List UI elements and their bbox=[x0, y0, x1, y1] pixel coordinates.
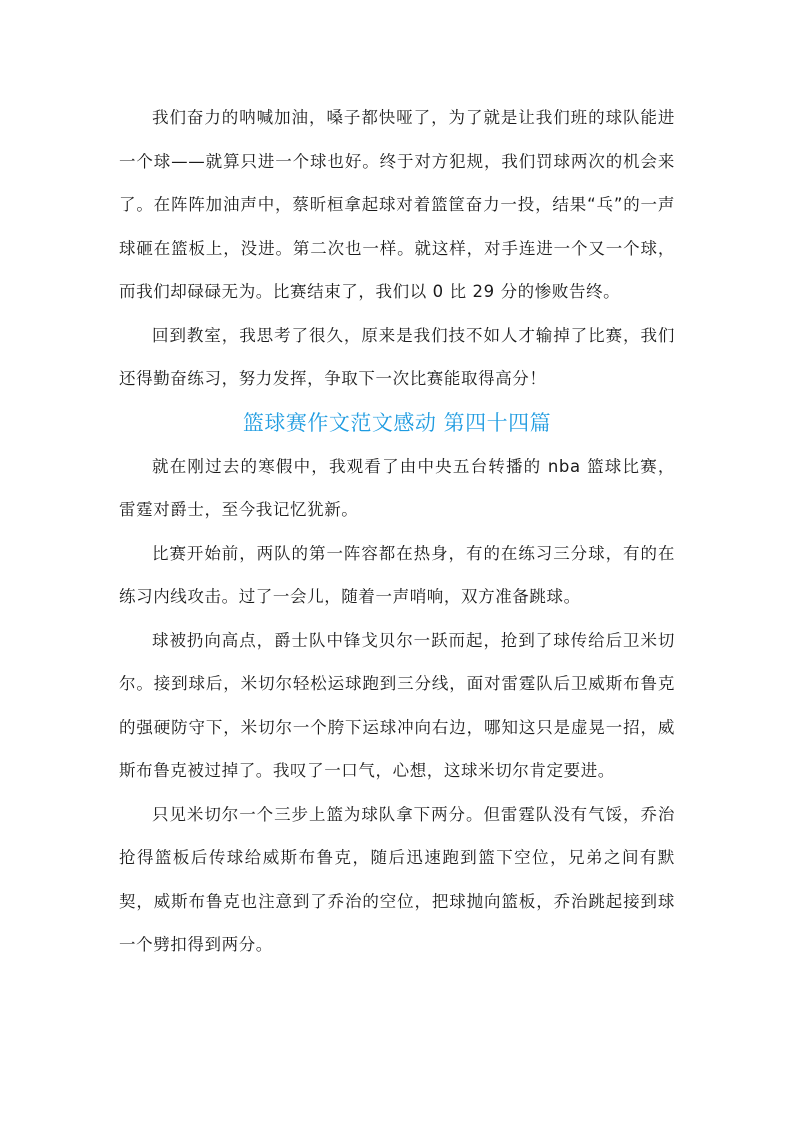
paragraph-intro: 就在刚过去的寒假中，我观看了由中央五台转播的 nba 篮球比赛，雷霆对爵士，至今我记忆犹新。 bbox=[119, 456, 675, 519]
paragraph-tipoff: 球被扔向高点，爵士队中锋戈贝尔一跃而起，抢到了球传给后卫米切尔。接到球后，米切尔轻松运球跑到三分线，面对雷霆队后卫威斯布鲁克的强硬防守下，米切尔一个胯下运球冲向右边，哪知这只是虚晃一招，威斯布鲁克被过掉了。我叹了一口气，心想，这球米切尔肯定要进。 bbox=[119, 630, 675, 780]
paragraph-warmup: 比赛开始前，两队的第一阵容都在热身，有的在练习三分球，有的在练习内线攻击。过了一会儿，随着一声哨响，双方准备跳球。 bbox=[119, 543, 675, 606]
section-heading: 篮球赛作文范文感动 第四十四篇 bbox=[242, 410, 552, 435]
paragraph-reflection: 回到教室，我思考了很久，原来是我们技不如人才输掉了比赛，我们还得勤奋练习，努力发挥，争取下一次比赛能取得高分！ bbox=[119, 325, 675, 388]
paragraph-cheering: 我们奋力的呐喊加油，嗓子都快哑了，为了就是让我们班的球队能进一个球——就算只进一个球也好。终于对方犯规，我们罚球两次的机会来了。在阵阵加油声中，蔡昕桓拿起球对着篮筐奋力一投，结果“乓”的一声球砸在篮板上，没进。第二次也一样。就这样，对手连进一个又一个球，而我们却碌碌无为。比赛结束了，我们以 0 比 29 分的惨败告终。 bbox=[119, 108, 675, 301]
document-page bbox=[119, 96, 675, 967]
paragraph-layup: 只见米切尔一个三步上篮为球队拿下两分。但雷霆队没有气馁，乔治抢得篮板后传球给威斯布鲁克，随后迅速跑到篮下空位，兄弟之间有默契，威斯布鲁克也注意到了乔治的空位，把球抛向篮板，乔治跳起接到球一个劈扣得到两分。 bbox=[119, 804, 675, 954]
